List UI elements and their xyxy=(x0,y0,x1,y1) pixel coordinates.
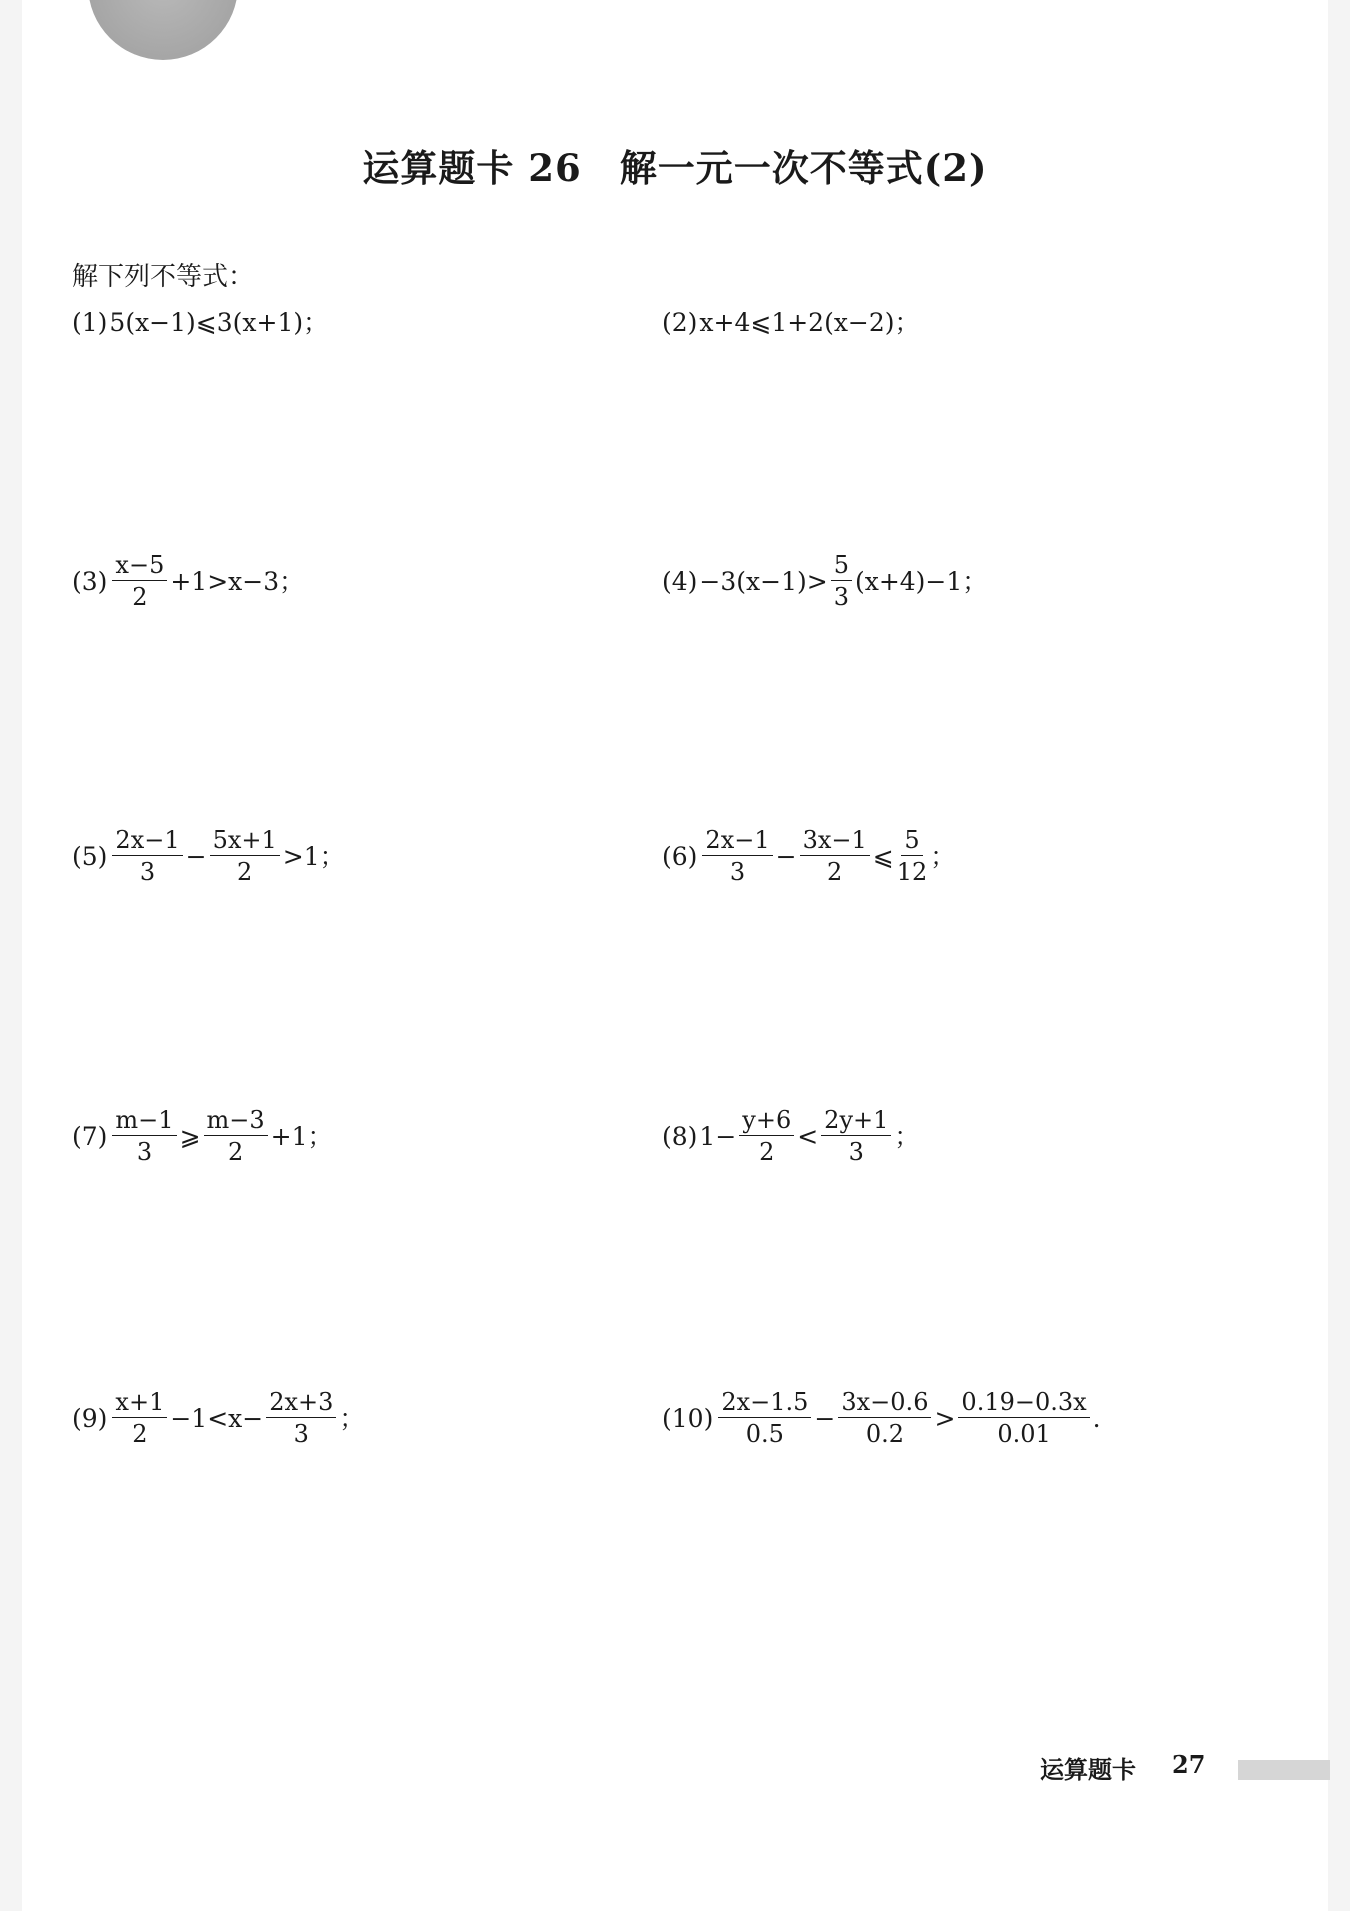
problem-number: (1) xyxy=(72,308,108,337)
instruction: 解下列不等式： xyxy=(72,262,255,292)
problem-1 xyxy=(72,310,328,335)
denominator: 0.01 xyxy=(997,1420,1051,1448)
problem-9 xyxy=(72,1390,364,1446)
problem-expression: x+4⩽1+2(x−2)； xyxy=(699,308,920,337)
expression-tail: ； xyxy=(930,841,956,871)
denominator: 2 xyxy=(132,1420,148,1448)
operator: < xyxy=(797,1121,819,1151)
operator: > xyxy=(934,1403,956,1433)
problem-expression: 5(x−1)⩽3(x+1)； xyxy=(109,308,329,337)
numerator: m−1 xyxy=(112,1108,176,1136)
numerator: 2y+1 xyxy=(821,1108,891,1136)
operator: − xyxy=(814,1403,836,1433)
operator: − xyxy=(185,841,207,871)
numerator: 3x−1 xyxy=(800,828,870,856)
fraction xyxy=(112,553,167,609)
problem-number: (2) xyxy=(662,308,698,337)
expression-tail: +1； xyxy=(270,1121,333,1151)
numerator: 5 xyxy=(901,828,922,856)
problem-number: (5) xyxy=(72,841,108,871)
numerator: 5 xyxy=(831,553,852,581)
problem-5 xyxy=(72,828,345,884)
fraction xyxy=(821,1108,891,1164)
fraction xyxy=(112,1108,176,1164)
fraction xyxy=(204,1108,268,1164)
denominator: 0.5 xyxy=(745,1420,784,1448)
fraction xyxy=(958,1390,1089,1446)
numerator: x+1 xyxy=(112,1390,167,1418)
fraction xyxy=(897,828,928,884)
expression-tail: >1； xyxy=(282,841,345,871)
fraction xyxy=(210,828,280,884)
denominator: 3 xyxy=(293,1420,309,1448)
page-title: 运算题卡 26 解一元一次不等式(2) xyxy=(362,146,988,190)
footer-label: 运算题卡 xyxy=(1040,1756,1136,1784)
numerator: 0.19−0.3x xyxy=(958,1390,1089,1418)
problem-6 xyxy=(662,828,955,884)
denominator: 3 xyxy=(833,583,849,611)
problem-number: (4) xyxy=(662,566,698,596)
denominator: 2 xyxy=(827,858,843,886)
problem-7 xyxy=(72,1108,333,1164)
denominator: 3 xyxy=(729,858,746,886)
numerator: x−5 xyxy=(112,553,167,581)
problem-number: (6) xyxy=(662,841,698,871)
problem-number: (10) xyxy=(662,1403,714,1433)
denominator: 2 xyxy=(237,858,253,886)
numerator: y+6 xyxy=(739,1108,794,1136)
expression-tail: +1>x−3； xyxy=(170,566,305,596)
fraction xyxy=(112,1390,167,1446)
problem-number: (9) xyxy=(72,1403,108,1433)
expression-tail: ； xyxy=(339,1403,365,1433)
numerator: m−3 xyxy=(204,1108,268,1136)
operator: − xyxy=(775,841,797,871)
denominator: 2 xyxy=(227,1138,244,1166)
numerator: 2x−1.5 xyxy=(718,1390,811,1418)
fraction xyxy=(838,1390,931,1446)
problem-8 xyxy=(662,1108,919,1164)
numerator: 2x+3 xyxy=(266,1390,336,1418)
expression-middle: −1<x− xyxy=(170,1403,264,1433)
fraction xyxy=(112,828,182,884)
denominator: 3 xyxy=(136,1138,153,1166)
denominator: 12 xyxy=(896,858,928,886)
problem-4 xyxy=(662,553,987,609)
page-number: 27 xyxy=(1172,1750,1206,1779)
denominator: 2 xyxy=(759,1138,775,1166)
fraction xyxy=(739,1108,794,1164)
fraction xyxy=(266,1390,336,1446)
denominator: 0.2 xyxy=(865,1420,904,1448)
problem-number: (3) xyxy=(72,566,108,596)
fraction xyxy=(702,828,772,884)
problem-3 xyxy=(72,553,304,609)
numerator: 2x−1 xyxy=(702,828,772,856)
denominator: 2 xyxy=(132,583,148,611)
problem-number: (7) xyxy=(72,1121,108,1151)
expression-tail: (x+4)−1； xyxy=(854,566,988,596)
footer-decoration-bar xyxy=(1238,1760,1330,1780)
numerator: 2x−1 xyxy=(112,828,182,856)
denominator: 3 xyxy=(848,1138,864,1166)
numerator: 3x−0.6 xyxy=(838,1390,931,1418)
denominator: 3 xyxy=(139,858,156,886)
fraction xyxy=(718,1390,811,1446)
fraction xyxy=(831,553,852,609)
expression-head: 1− xyxy=(699,1121,737,1151)
numerator: 5x+1 xyxy=(210,828,280,856)
expression-head: −3(x−1)> xyxy=(699,566,828,596)
operator: ⩽ xyxy=(872,841,894,871)
fraction xyxy=(800,828,870,884)
expression-tail: ； xyxy=(894,1121,920,1151)
problem-2 xyxy=(662,310,920,335)
problem-number: (8) xyxy=(662,1121,698,1151)
problem-10 xyxy=(662,1390,1101,1446)
operator: ⩾ xyxy=(179,1121,201,1151)
expression-tail: . xyxy=(1092,1403,1101,1433)
